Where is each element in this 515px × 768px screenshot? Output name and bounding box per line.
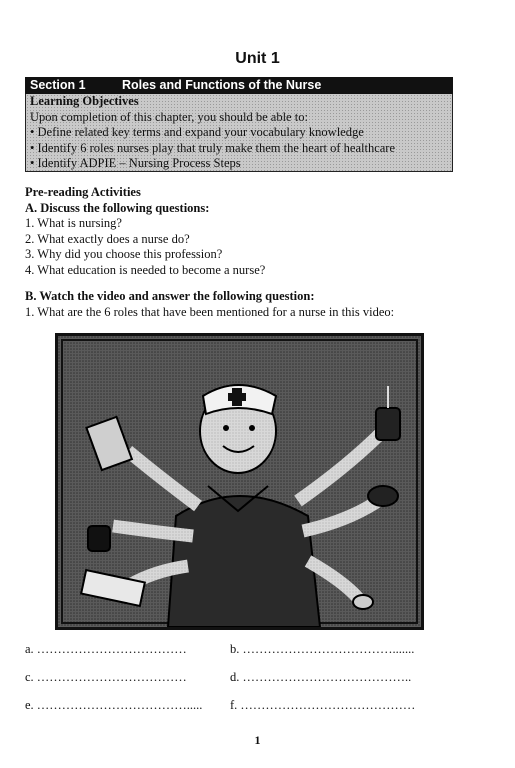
prereading-heading: Pre-reading Activities	[25, 185, 141, 199]
unit-title: Unit 1	[235, 50, 280, 67]
part-b-heading: B. Watch the video and answer the following question:	[25, 289, 315, 303]
answer-line-e[interactable]: e. ……………………………….....	[25, 698, 203, 712]
section-header-bar	[25, 77, 453, 94]
answer-line-b[interactable]: b. ……………………………….......	[230, 642, 415, 656]
section-number: Section 1	[30, 78, 86, 92]
question-item: 2. What exactly does a nurse do?	[25, 231, 190, 246]
objective-item: • Identify ADPIE – Nursing Process Steps	[30, 156, 241, 170]
part-a-heading: A. Discuss the following questions:	[25, 200, 210, 215]
question-item: 3. Why did you choose this profession?	[25, 247, 223, 261]
learning-objectives-box	[25, 94, 453, 172]
section-title: Roles and Functions of the Nurse	[122, 78, 322, 92]
answer-line-d[interactable]: d. …………………………………..	[230, 670, 412, 684]
answer-line-a[interactable]: a. ………………………………	[25, 642, 187, 656]
question-item: 1. What is nursing?	[25, 216, 122, 230]
page-number: 1	[254, 733, 261, 747]
answer-line-c[interactable]: c. ………………………………	[25, 670, 187, 684]
objective-item: • Define related key terms and expand your vocabulary knowledge	[30, 125, 364, 139]
nurse-illustration	[55, 333, 424, 630]
objectives-intro: Upon completion of this chapter, you should be able to:	[30, 109, 308, 124]
answer-line-f[interactable]: f. ……………………………………	[230, 698, 416, 712]
video-question: 1. What are the 6 roles that have been mentioned for a nurse in this video:	[25, 304, 395, 319]
video-section	[25, 289, 394, 320]
prereading-section	[25, 185, 265, 278]
objective-item: • Identify 6 roles nurses play that truly make them the heart of healthcare	[30, 140, 396, 155]
question-item: 4. What education is needed to become a nurse?	[25, 262, 266, 277]
nurse-multitasking-icon	[58, 336, 421, 627]
objectives-heading: Learning Objectives	[30, 94, 139, 108]
